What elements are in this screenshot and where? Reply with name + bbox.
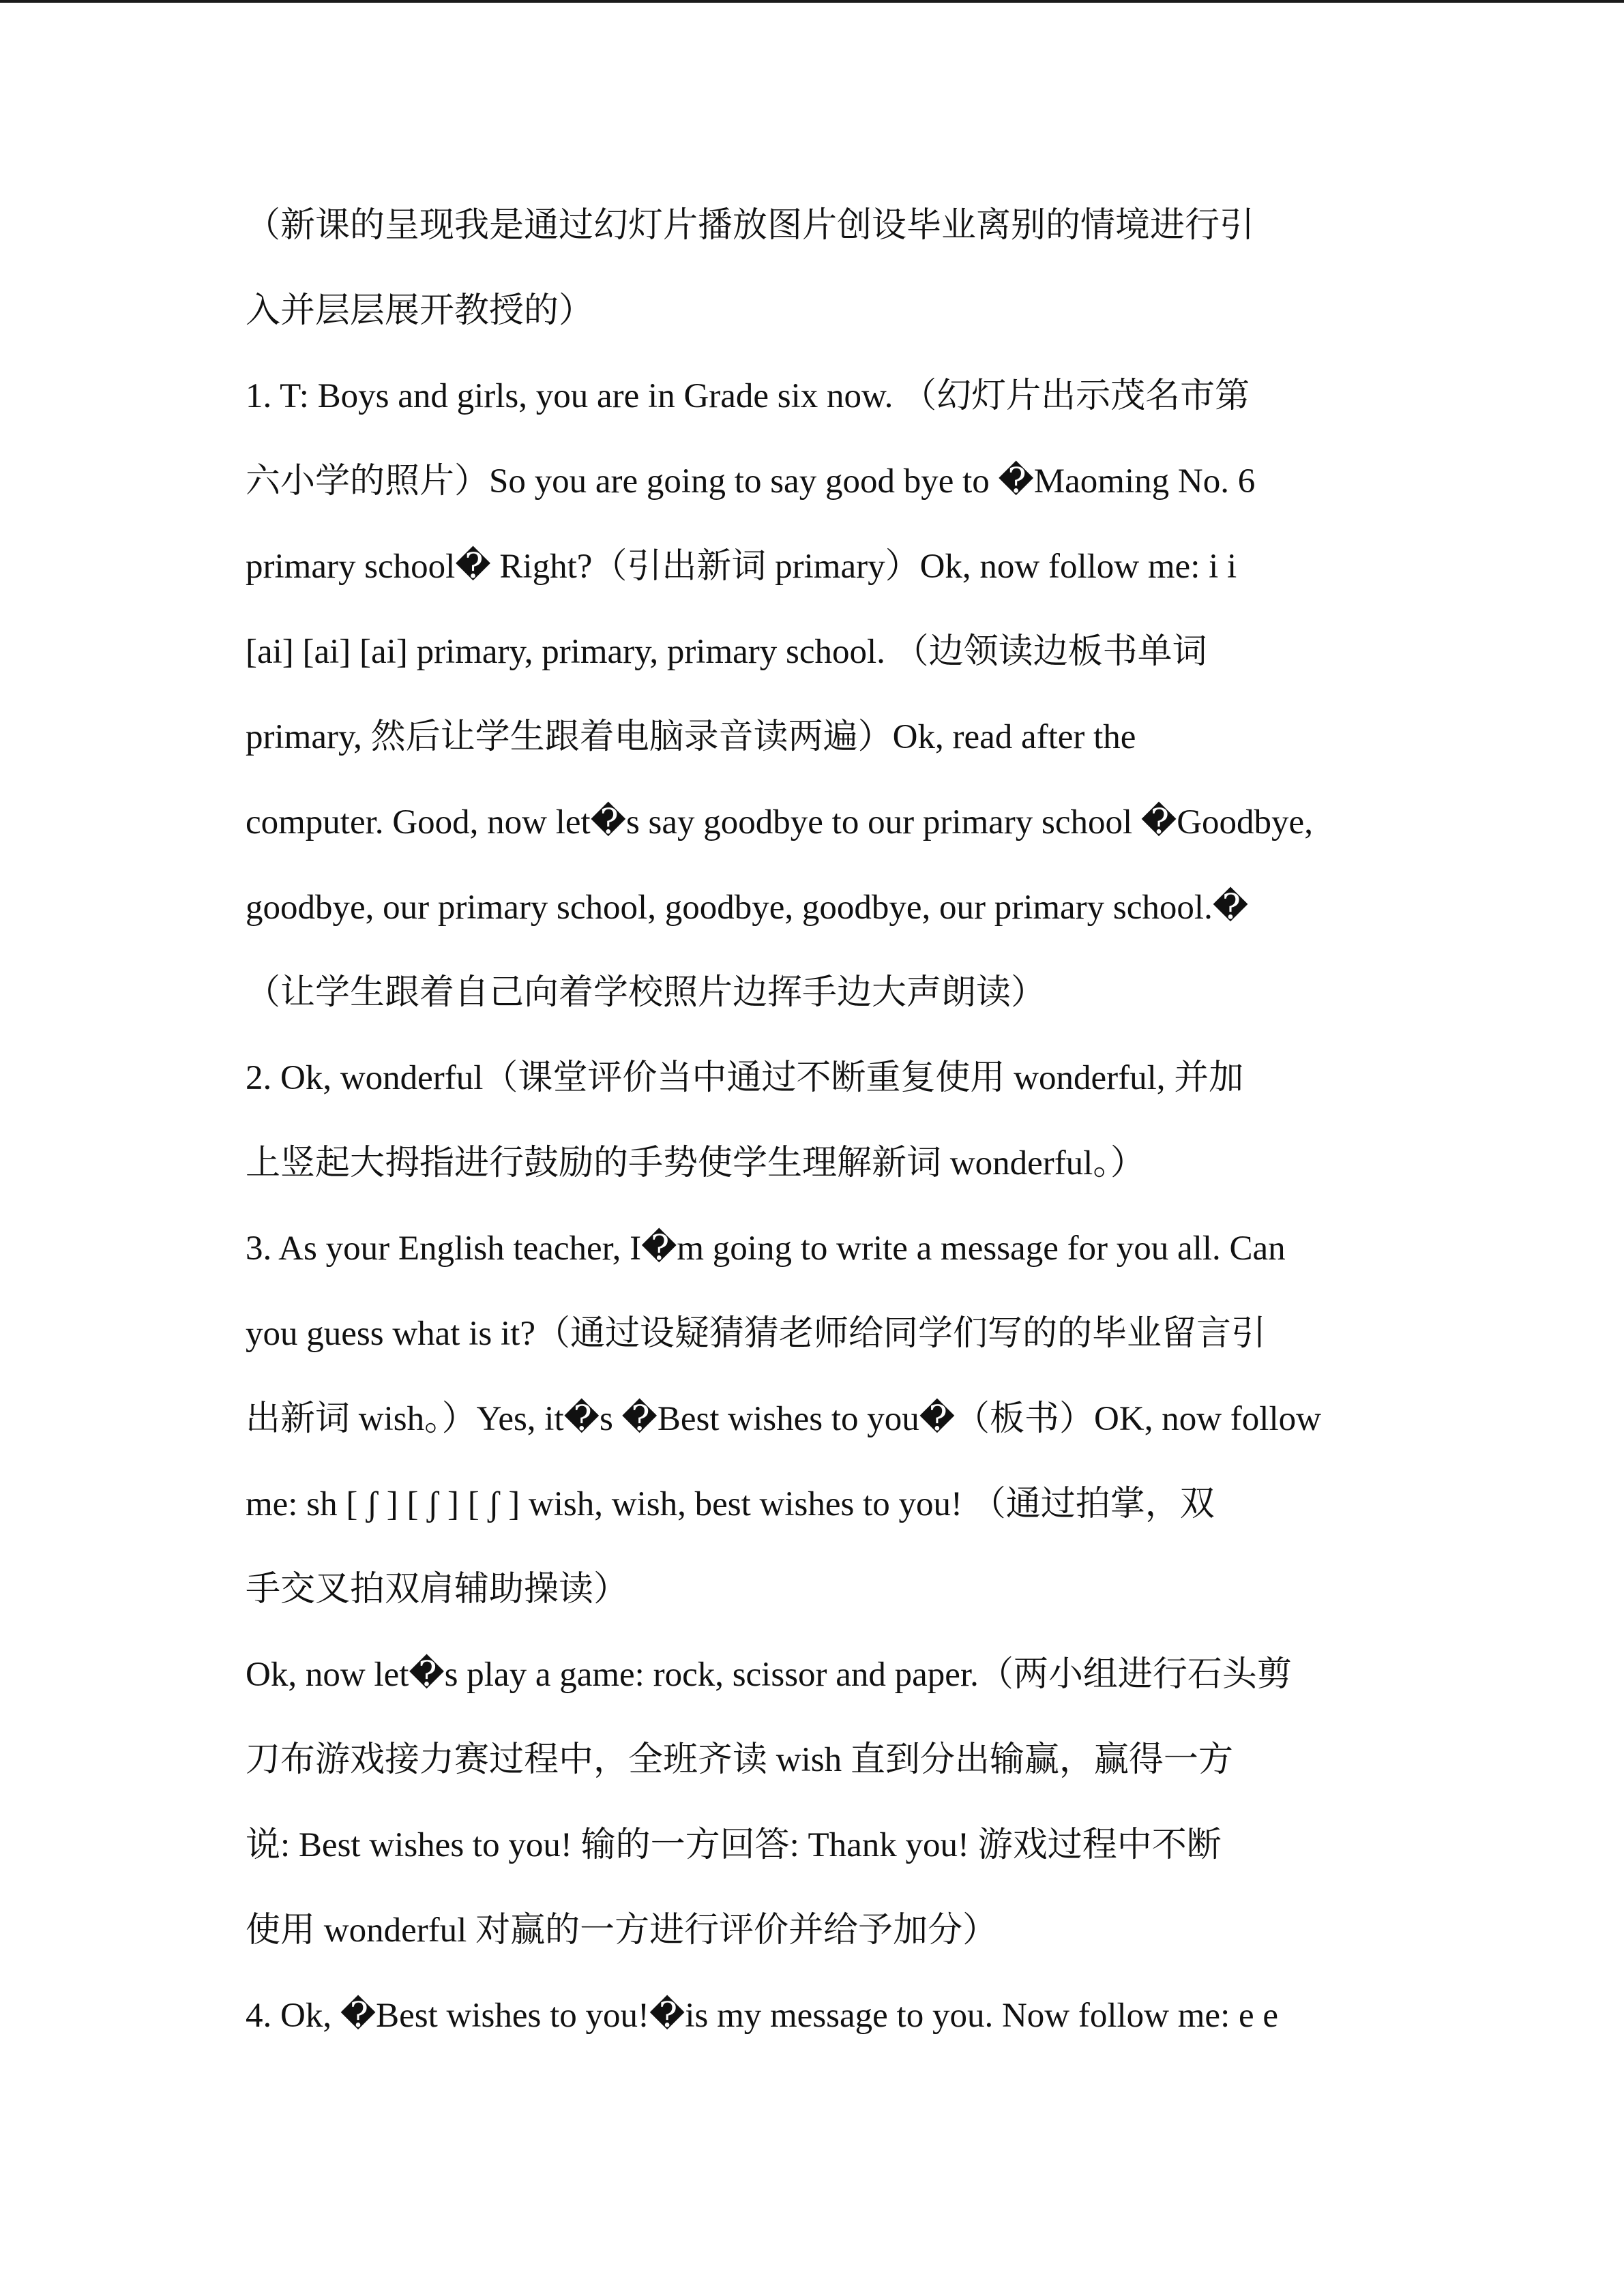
text-line: 2. Ok, wonderful（课堂评价当中通过不断重复使用 wonderful, 并加 (246, 1059, 1244, 1097)
text-line: （新课的呈现我是通过幻灯片播放图片创设毕业离别的情境进行引 (246, 207, 1255, 245)
text-line: goodbye, our primary school, goodbye, goodbye, our primary school.� (246, 889, 1249, 927)
text-line: me: sh [ ʃ ] [ ʃ ] [ ʃ ] wish, wish, best wishes to you! （通过拍掌，双 (246, 1485, 1215, 1523)
text-line: 入并层层展开教授的） (246, 292, 594, 330)
text-line: 上竖起大拇指进行鼓励的手势使学生理解新词 wonderful。） (246, 1144, 1145, 1182)
page-top-border (0, 0, 1624, 3)
text-line: 手交叉拍双肩辅助操读） (246, 1570, 629, 1609)
text-line: 3. As your English teacher, I�m going to write a message for you all. Can (246, 1229, 1286, 1268)
text-line: 说: Best wishes to you! 输的一方回答: Thank you! 游戏过程中不断 (246, 1826, 1222, 1864)
text-line: you guess what is it?（通过设疑猜猜老师给同学们写的的毕业留言引 (246, 1315, 1266, 1353)
text-line: 刀布游戏接力赛过程中，全班齐读 wish 直到分出输赢，赢得一方 (246, 1741, 1233, 1779)
text-line: 使用 wonderful 对赢的一方进行评价并给予加分） (246, 1911, 998, 1950)
text-line: 六小学的照片）So you are going to say good bye to �Maoming No. 6 (246, 462, 1256, 501)
text-line: 1. T: Boys and girls, you are in Grade six now. （幻灯片出示茂名市第 (246, 377, 1250, 415)
text-line: primary, 然后让学生跟着电脑录音读两遍）Ok, read after the (246, 718, 1136, 756)
text-line: （让学生跟着自己向着学校照片边挥手边大声朗读） (246, 974, 1046, 1012)
text-line: computer. Good, now let�s say goodbye to our primary school �Goodbye, (246, 803, 1313, 841)
text-line: 出新词 wish。）Yes, it�s �Best wishes to you�（板书）OK, now follow (246, 1400, 1321, 1438)
text-line: Ok, now let�s play a game: rock, scissor and paper.（两小组进行石头剪 (246, 1656, 1292, 1694)
text-line: primary school� Right?（引出新词 primary）Ok, now follow me: i i (246, 548, 1237, 586)
text-line: 4. Ok, �Best wishes to you!�is my message to you. Now follow me: e e (246, 1997, 1279, 2035)
text-line: [ai] [ai] [ai] primary, primary, primary school. （边领读边板书单词 (246, 633, 1207, 671)
